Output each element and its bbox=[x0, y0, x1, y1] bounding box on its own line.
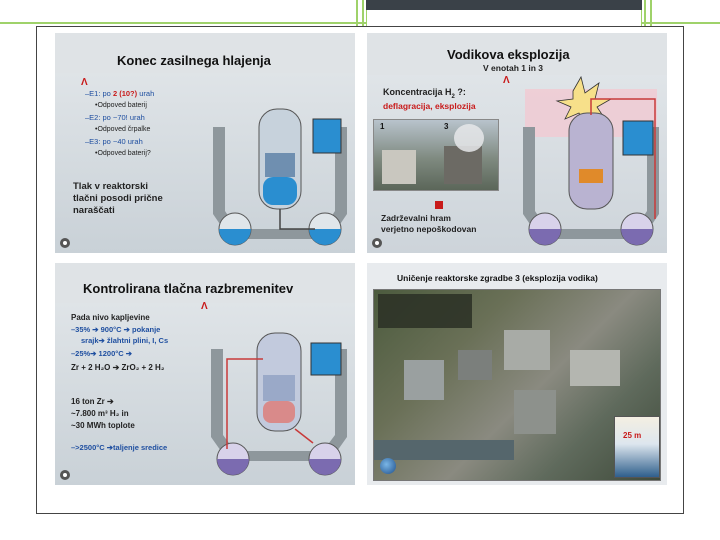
company-logo: Λ bbox=[81, 77, 88, 88]
top-dark-stripe bbox=[366, 0, 642, 10]
company-logo: Λ bbox=[201, 301, 208, 312]
legend-box bbox=[378, 294, 472, 328]
pressure-line-1: Tlak v reaktorski bbox=[73, 181, 148, 192]
corner-logo-icon bbox=[59, 237, 71, 249]
line-cladding: srajk➔ žlahtni plini, I, Cs bbox=[81, 336, 169, 345]
panel-emergency-cooling bbox=[55, 33, 355, 253]
containment-line-1: Zadrževalni hram bbox=[381, 213, 451, 223]
containment-line-2: verjetno nepoškodovan bbox=[381, 224, 477, 234]
globe-icon bbox=[380, 458, 396, 474]
building-1 bbox=[382, 150, 416, 184]
panel-title: Konec zasilnega hlajenja bbox=[117, 53, 271, 68]
line-e2: –E2: po ~70! urah bbox=[85, 113, 145, 122]
reactor-diagram bbox=[205, 79, 355, 251]
building-block-2 bbox=[458, 350, 492, 380]
water-channel bbox=[374, 440, 514, 460]
satellite-image bbox=[373, 289, 661, 481]
panel-title: Uničenje reaktorske zgradbe 3 (eksplozija vodika) bbox=[397, 273, 598, 283]
plant-photo bbox=[373, 119, 499, 191]
line-e1: –E1: po 2 (10?) urah bbox=[85, 89, 155, 98]
line-core-melt: –>2500°C ➔taljenje sredice bbox=[71, 443, 168, 452]
panel-building-destruction bbox=[367, 263, 667, 485]
slide-frame bbox=[36, 26, 684, 514]
building-3 bbox=[444, 146, 482, 184]
line-reaction: Zr + 2 H₂O ➔ ZrO₂ + 2 H₂ bbox=[71, 363, 165, 372]
company-logo: Λ bbox=[503, 75, 510, 86]
building-block-4 bbox=[514, 390, 556, 434]
panel-controlled-depressurization bbox=[55, 263, 355, 485]
line-35-percent: –35% ➔ 900°C ➔ pokanje bbox=[71, 325, 161, 334]
line-liquid-level: Pada nivo kapljevine bbox=[71, 313, 150, 322]
reactor-diagram bbox=[203, 309, 355, 481]
photo-label-1: 1 bbox=[380, 122, 385, 131]
panel-title: Kontrolirana tlačna razbremenitev bbox=[83, 281, 294, 296]
reactor-diagram bbox=[515, 69, 667, 251]
photo-label-3: 3 bbox=[444, 122, 449, 131]
panel-title: Vodikova eksplozija bbox=[447, 47, 570, 62]
panel-subtitle: V enotah 1 in 3 bbox=[483, 63, 543, 73]
line-e3: –E3: po ~40 urah bbox=[85, 137, 143, 146]
line-25-percent: –25%➔ 1200°C ➔ bbox=[71, 349, 133, 358]
line-h2-volume: ~7.800 m³ H₂ in bbox=[71, 409, 129, 418]
line-heat: ~30 MWh toplote bbox=[71, 421, 135, 430]
concentration-label: Koncentracija $H_2$ ?: bbox=[383, 87, 466, 100]
building-block-5 bbox=[570, 350, 620, 386]
smoke-plume bbox=[454, 124, 484, 152]
building-block-3 bbox=[504, 330, 550, 370]
panel-hydrogen-explosion bbox=[367, 33, 667, 253]
wave-height-label: 25 m bbox=[623, 431, 642, 440]
wave-inset bbox=[614, 416, 660, 478]
source-logo bbox=[435, 201, 443, 209]
pressure-line-2: tlačni posodi prične bbox=[73, 193, 163, 204]
line-zr-amount: 16 ton Zr ➔ bbox=[71, 397, 114, 406]
line-pump: •Odpoved črpalke bbox=[95, 126, 151, 133]
pressure-line-3: naraščati bbox=[73, 205, 115, 216]
building-block-1 bbox=[404, 360, 444, 400]
corner-logo-icon bbox=[59, 469, 71, 481]
corner-logo-icon bbox=[371, 237, 383, 249]
deflagration-text: deflagracija, eksplozija bbox=[383, 101, 476, 111]
line-battery-2: •Odpoved baterij? bbox=[95, 150, 151, 157]
line-battery-1: •Odpoved baterij bbox=[95, 102, 147, 109]
